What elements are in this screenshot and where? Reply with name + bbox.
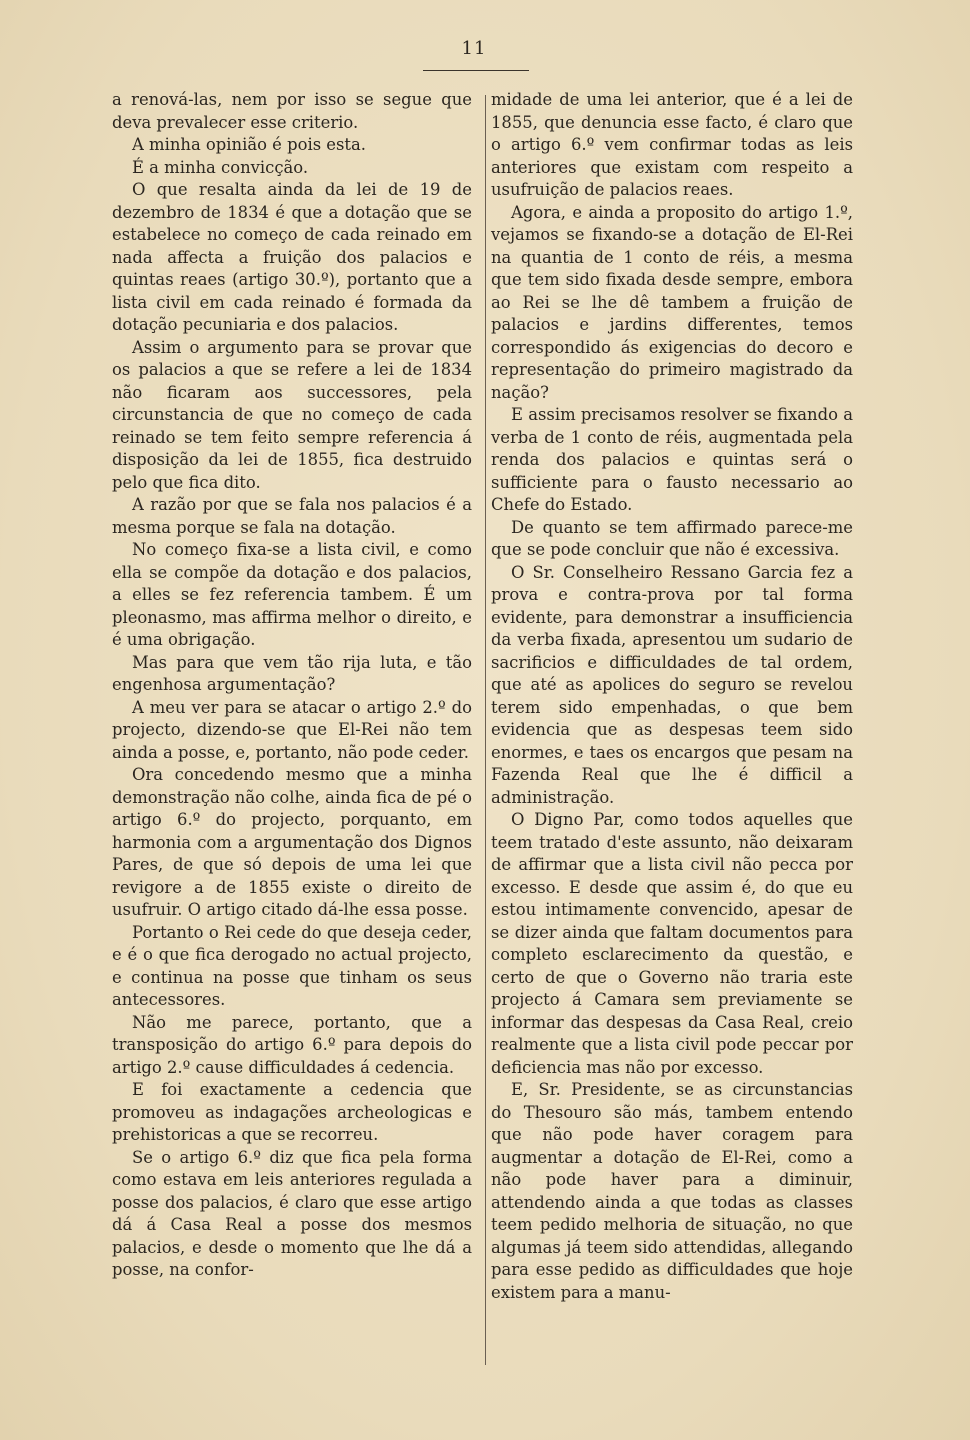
paragraph: Mas para que vem tão rija luta, e tão engenhosa argumentação? — [112, 652, 472, 694]
header-rule — [423, 70, 529, 71]
left-column — [112, 89, 472, 1282]
paragraph: A meu ver para se atacar o artigo 2.º do projecto, dizendo-se que El-Rei não tem ainda a posse, e, portanto, não pode ceder. — [112, 697, 472, 762]
paragraph: E foi exactamente a cedencia que promoveu as indagações archeologicas e prehistoricas a que se recorreu. — [112, 1080, 472, 1144]
paragraph: A minha opinião é pois esta. — [132, 135, 366, 154]
paragraph: Assim o argumento para se provar que os palacios a que se refere a lei de 1834 não ficaram aos successores, pela circunstancia de que no começo de cada reinado se tem feito sempre referencia á disposição da lei de 1855, fica destruido pelo que fica dito. — [112, 337, 472, 492]
paragraph: É a minha convicção. — [132, 157, 309, 177]
paragraph: No começo fixa-se a lista civil, e como ella se compõe da dotação e dos palacios, a elles se fez referencia tambem. É um pleonasmo, mas affirma melhor o direito, e é uma obrigação. — [112, 540, 472, 649]
paragraph: E assim precisamos resolver se fixando a verba de 1 conto de réis, augmentada pela renda dos palacios e quintas será o sufficiente para o fausto necessario ao Chefe do Estado. — [491, 405, 853, 514]
paragraph: Não me parece, portanto, que a transposição do artigo 6.º para depois do artigo 2.º cause difficuldades á cedencia. — [112, 1012, 472, 1077]
paragraph: De quanto se tem affirmado parece-me que se pode concluir que não é excessiva. — [491, 517, 853, 559]
paragraph: O Sr. Conselheiro Ressano Garcia fez a prova e contra-prova por tal forma evidente, para demonstrar a insufficiencia da verba fixada, apresentou um sudario de sacrificios e difficuldades de tal ordem, que até as apolices do seguro se revelou terem sido empenhadas, o que bem evidencia que as despesas teem sido enormes, e taes os encargos que pesam na Fazenda Real que lhe é difficil a administração. — [491, 562, 853, 807]
column-divider — [485, 95, 486, 1365]
paragraph: E, Sr. Presidente, se as circunstancias do Thesouro são más, tambem entendo que não pode haver coragem para augmentar a dotação de El-Rei, como a não pode haver para a diminuir, attendendo ainda a que todas as classes teem pedido melhoria de situação, no que algumas já teem sido attendidas, allegando para esse pedido as difficuldades que hoje existem para a manu- — [491, 1080, 853, 1302]
paragraph: a renová-las, nem por isso se segue que deva prevalecer esse criterio. — [112, 90, 472, 132]
right-column — [491, 89, 853, 1304]
paragraph: midade de uma lei anterior, que é a lei de 1855, que denuncia esse facto, é claro que o artigo 6.º vem confirmar todas as leis anteriores que existam com respeito a usufruição de palacios reaes. — [491, 90, 853, 199]
paragraph: A razão por que se fala nos palacios é a mesma porque se fala na dotação. — [112, 495, 472, 537]
paragraph: Ora concedendo mesmo que a minha demonstração não colhe, ainda fica de pé o artigo 6.º do projecto, porquanto, em harmonia com a argumentação dos Dignos Pares, de que só depois de uma lei que revigore a de 1855 existe o direito de usufruir. O artigo citado dá-lhe essa posse. — [112, 765, 472, 919]
paragraph: Agora, e ainda a proposito do artigo 1.º, vejamos se fixando-se a dotação de El-Rei na quantia de 1 conto de réis, a mesma que tem sido fixada desde sempre, embora ao Rei se lhe dê tambem a fruição de palacios e jardins differentes, temos correspondido ás exigencias do decoro e representação do primeiro magistrado da nação? — [491, 202, 853, 402]
paragraph: Se o artigo 6.º diz que fica pela forma como estava em leis anteriores regulada a posse dos palacios, é claro que esse artigo dá á Casa Real a posse dos mesmos palacios, e desde o momento que lhe dá a posse, na confor- — [112, 1147, 472, 1279]
paragraph: Portanto o Rei cede do que deseja ceder, e é o que fica derogado no actual projecto, e continua na posse que tinham os seus antecessores. — [112, 922, 472, 1009]
paragraph: O Digno Par, como todos aquelles que teem tratado d'este assunto, não deixaram de affirmar que a lista civil não pecca por excesso. E desde que assim é, do que eu estou intimamente convencido, apesar de se dizer ainda que faltam documentos para completo esclarecimento da questão, e certo de que o Governo não traria este projecto á Camara sem previamente se informar das despesas da Casa Real, creio realmente que a lista civil pode peccar por deficiencia mas não por excesso. — [491, 810, 853, 1077]
page-number: 11 — [461, 38, 487, 59]
paragraph: O que resalta ainda da lei de 19 de dezembro de 1834 é que a dotação que se estabelece no começo de cada reinado em nada affecta a fruição dos palacios e quintas reaes (artigo 30.º), portanto que a lista civil em cada reinado é formada da dotação pecuniaria e dos palacios. — [112, 180, 472, 334]
